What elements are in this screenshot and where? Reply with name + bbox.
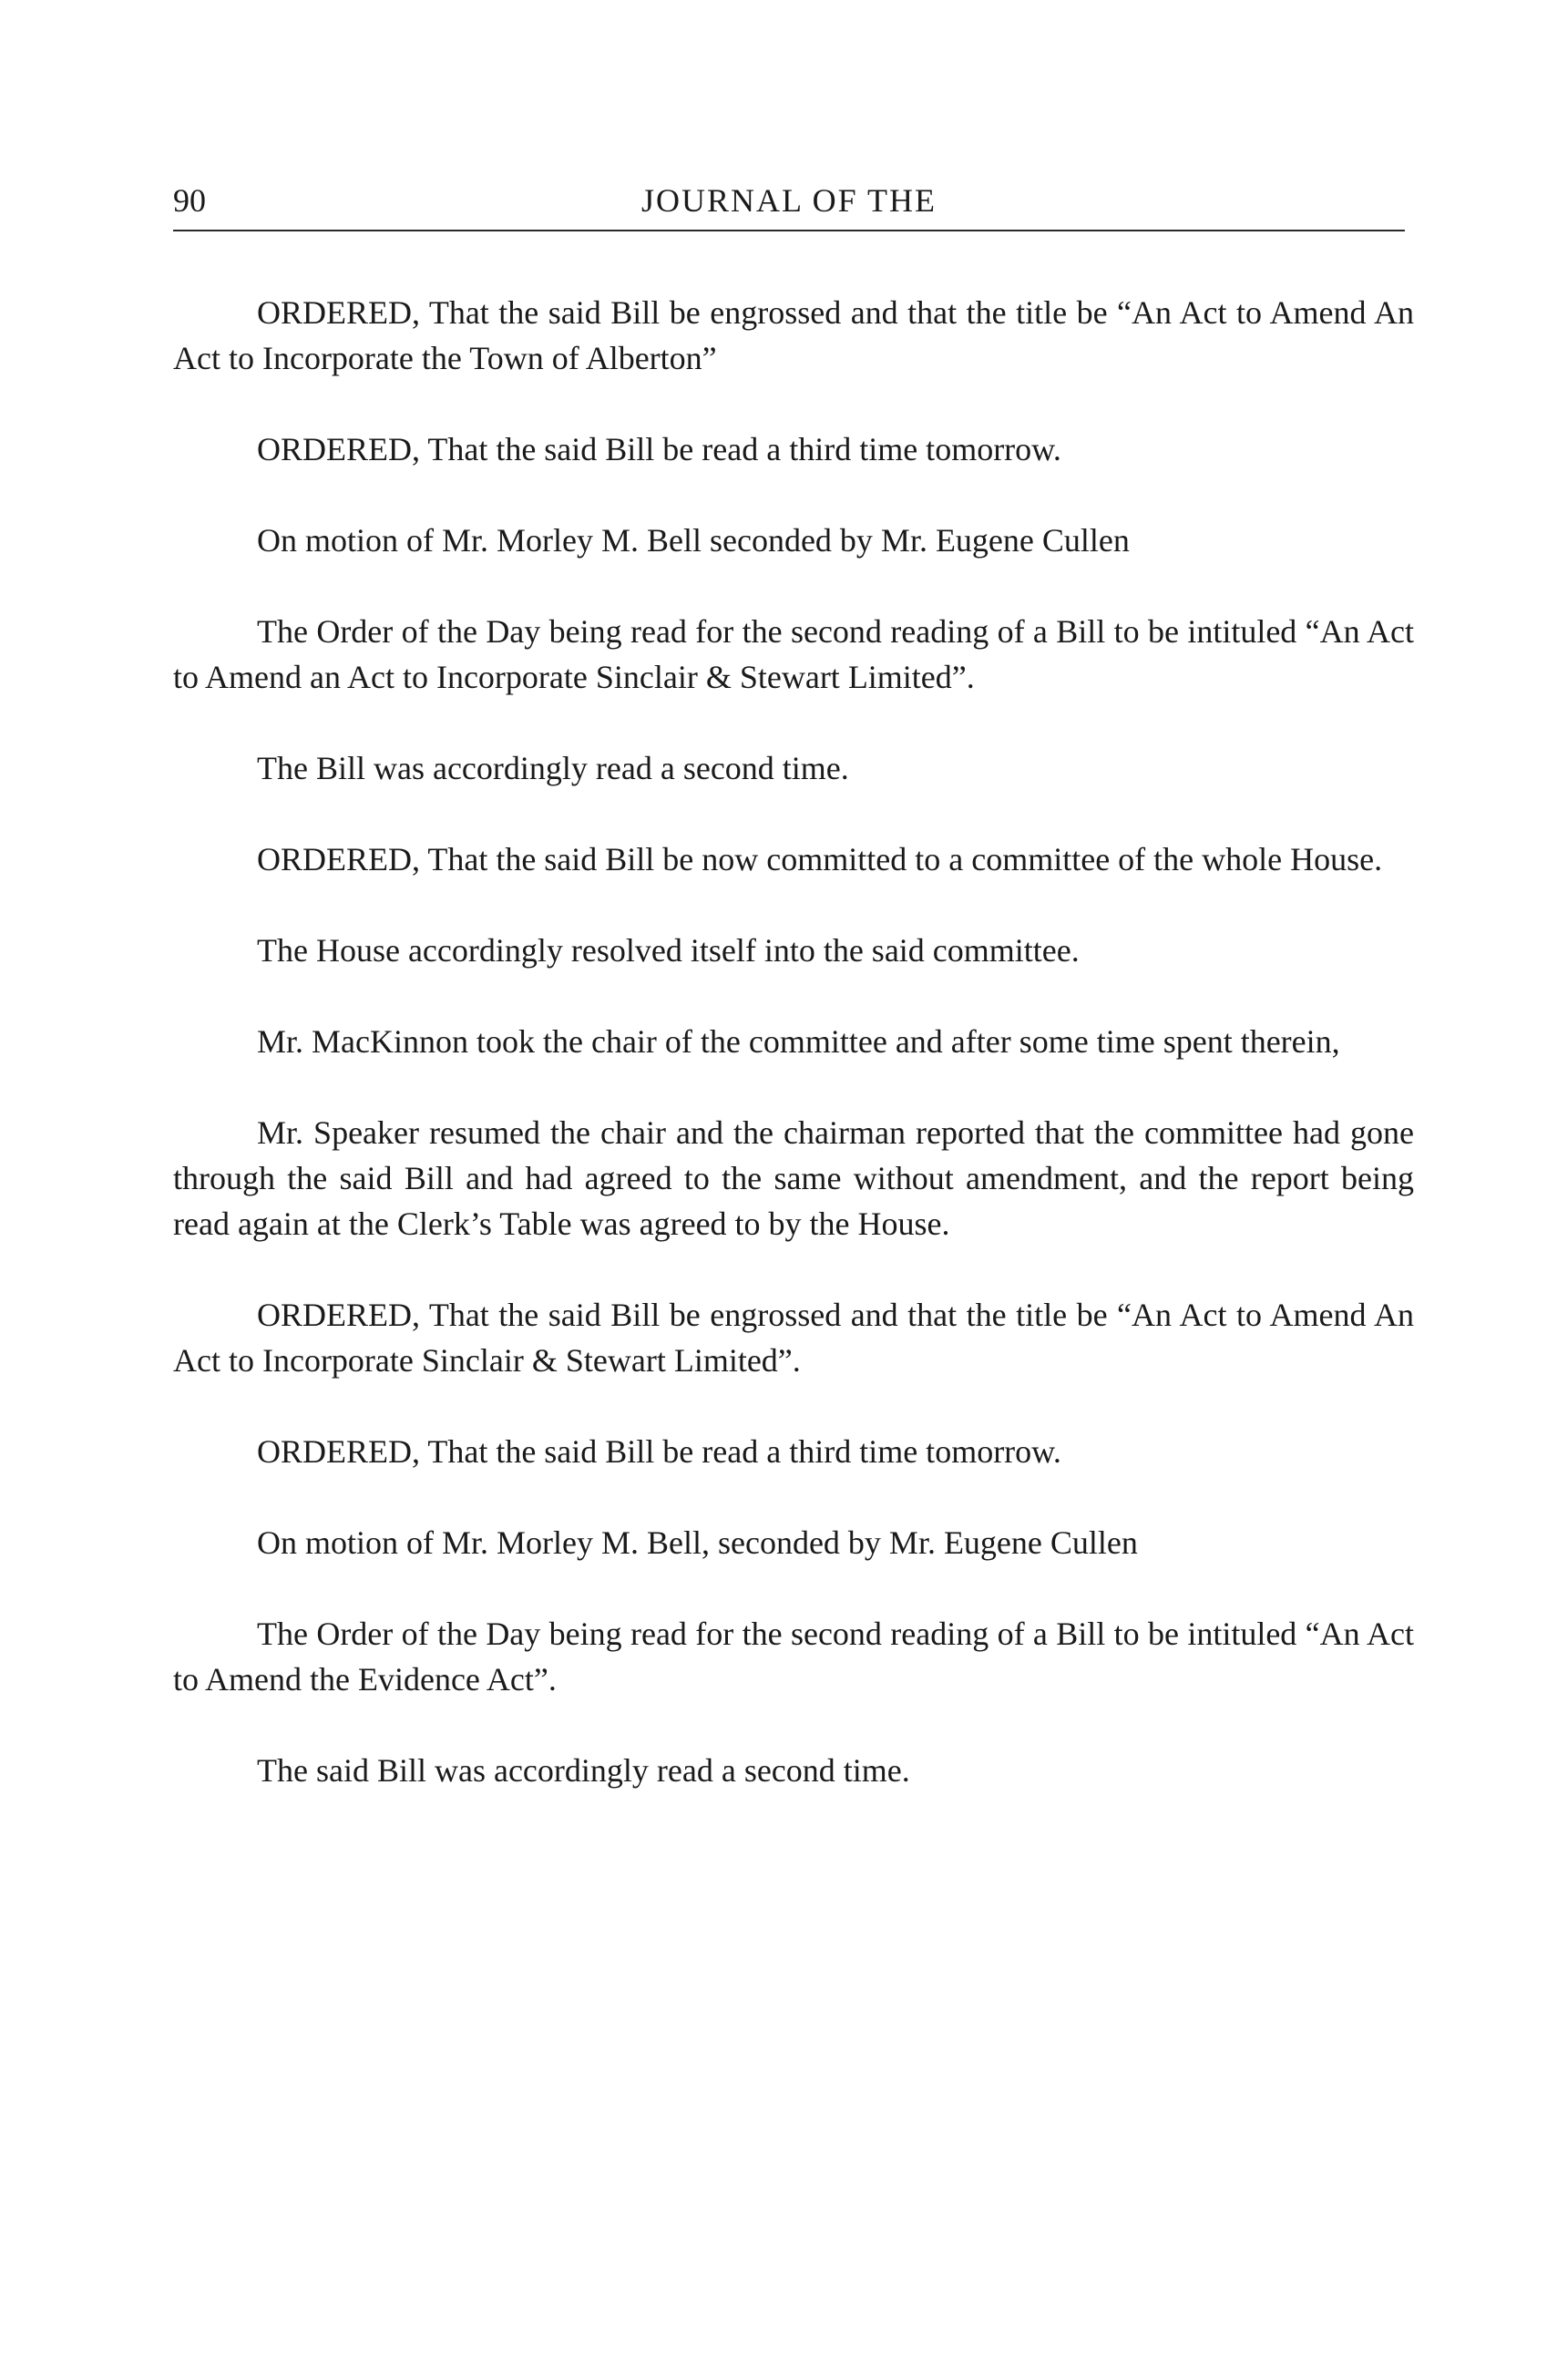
paragraph-chair-taken: Mr. MacKinnon took the chair of the committee and after some time spent therein, [257,1023,1340,1060]
page-number: 90 [173,182,206,219]
paragraph-motion-2: On motion of Mr. Morley M. Bell, seconded by Mr. Eugene Cullen [257,1524,1138,1561]
paragraph-motion: On motion of Mr. Morley M. Bell seconded by Mr. Eugene Cullen [257,522,1130,559]
running-head [173,179,1405,231]
paragraph-second-reading-2: The said Bill was accordingly read a second time. [257,1752,910,1789]
paragraph-ordered-third-reading-2: ORDERED, That the said Bill be read a third time tomorrow. [257,1433,1061,1470]
paragraph-ordered-title-sinclair: ORDERED, That the said Bill be engrossed and that the title be “An Act to Amend An Act to Incorporate Sinclair & Stewart Limited”. [173,1297,1414,1379]
paragraph-ordered-committee: ORDERED, That the said Bill be now committed to a committee of the whole House. [257,841,1383,877]
paragraph-second-reading: The Bill was accordingly read a second time. [257,750,849,786]
journal-title: JOURNAL OF THE [640,182,937,219]
paragraph-house-resolved: The House accordingly resolved itself into the said committee. [257,932,1080,969]
paragraph-order-of-day: The Order of the Day being read for the second reading of a Bill to be intituled “An Act to Amend an Act to Incorporate Sinclair & Stewart Limited”. [173,613,1414,695]
paragraph-ordered-title-alberton: ORDERED, That the said Bill be engrossed and that the title be “An Act to Amend An Act to Incorporate the Town of Alberton” [173,294,1414,376]
paragraph-speaker-report: Mr. Speaker resumed the chair and the chairman reported that the committee had gone through the said Bill and had agreed to the same without amendment, and the report being read again at the Clerk’s Table was agreed to by the House. [173,1114,1414,1242]
paragraph-ordered-third-reading: ORDERED, That the said Bill be read a third time tomorrow. [257,431,1061,467]
paragraph-order-of-day-evidence: The Order of the Day being read for the second reading of a Bill to be intituled “An Act to Amend the Evidence Act”. [173,1616,1414,1698]
journal-body [173,290,1414,1839]
